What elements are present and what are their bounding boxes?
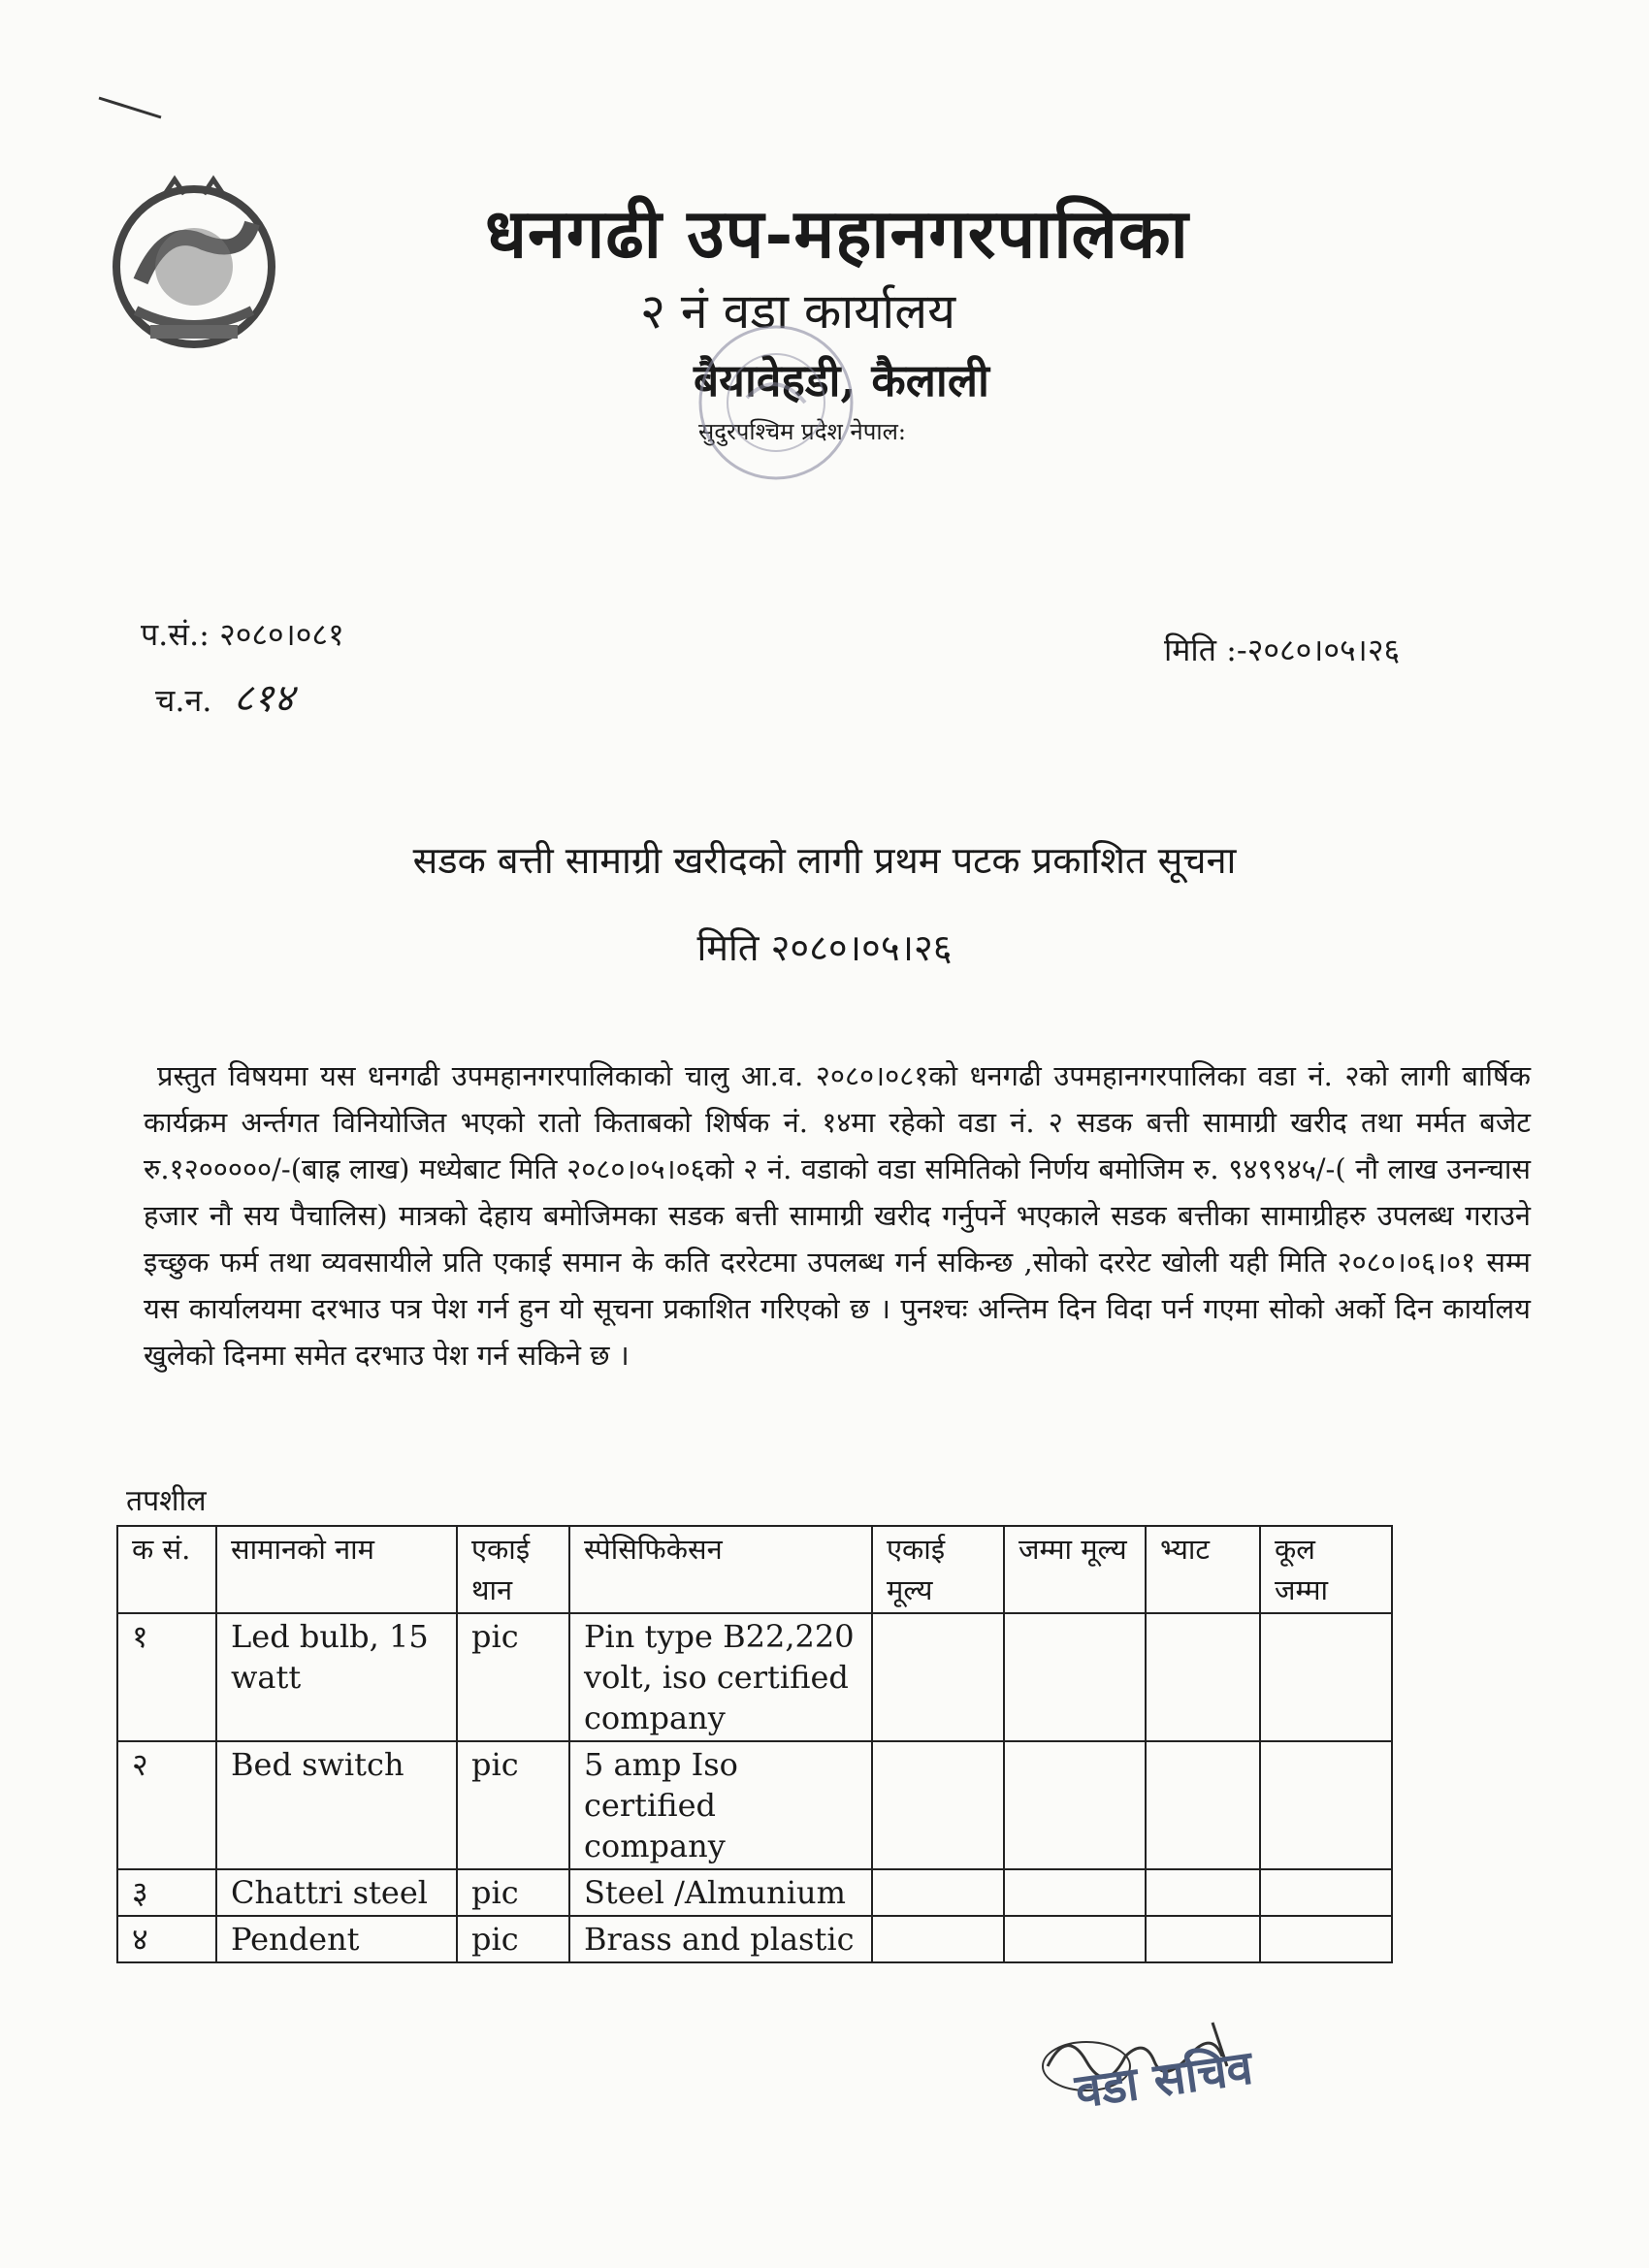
notice-title: सडक बत्ती सामाग्री खरीदको लागी प्रथम पटक प्रकाशित सूचना [412, 839, 1237, 882]
cell-unit: pic [457, 1916, 569, 1962]
cell-unit-price [872, 1869, 1004, 1916]
cell-vat [1146, 1741, 1260, 1869]
province-line: सुदुरपश्चिम प्रदेश नेपाल: [698, 418, 906, 445]
cell-total-price [1004, 1869, 1146, 1916]
cell-sn: ४ [117, 1916, 216, 1962]
col-unit-price: एकाई मूल्य [872, 1526, 1004, 1613]
items-table [116, 1525, 1393, 1963]
office-stamp [669, 310, 902, 504]
issue-date: मिति :-२०८०।०५।२६ [1164, 632, 1401, 668]
col-sn: क सं. [117, 1526, 216, 1613]
cell-item-name: Led bulb, 15 watt [216, 1613, 457, 1741]
notice-date: मिति २०८०।०५।२६ [696, 926, 953, 969]
cell-grand-total [1260, 1869, 1392, 1916]
cell-grand-total [1260, 1916, 1392, 1962]
cell-specification: Pin type B22,220 volt, iso certified company [569, 1613, 872, 1741]
cell-unit: pic [457, 1869, 569, 1916]
cell-unit: pic [457, 1741, 569, 1869]
notice-body: प्रस्तुत विषयमा यस धनगढी उपमहानगरपालिकाको चालु आ.व. २०८०।०८१को धनगढी उपमहानगरपालिका वडा नं. २को लागी बार्षिक कार्यक्रम अर्न्तगत विनियोजित भएको रातो किताबको शिर्षक नं. १४मा रहेको वडा नं. २ सडक बत्ती सामाग्री खरीद तथा मर्मत बजेट रु.१२०००००/-(बाह्र लाख) मध्येबाट मिति २०८०।०५।०६को २ नं. वडाको वडा समितिको निर्णय बमोजिम रु. ९४९९४५/-( नौ लाख उनन्चास हजार नौ सय पैचालिस) मात्रको देहाय बमोजिमका सडक बत्ती सामाग्री खरीद गर्नुपर्ने भएकाले सडक बत्तीका सामाग्रीहरु उपलब्ध गराउने इच्छुक फर्म तथा व्यवसायीले प्रति एकाई समान के कति दररेटमा उपलब्ध गर्न सकिन्छ ,सोको दररेट खोली यही मिति २०८०।०६।०१ सम्म यस कार्यालयमा दरभाउ पत्र पेश गर्न हुन यो सूचना प्रकाशित गरिएको छ । पुनश्चः अन्तिम दिन विदा पर्न गएमा सोको अर्को दिन कार्यालय खुलेको दिनमा समेत दरभाउ पेश गर्न सकिने छ । [144, 1059, 1531, 1372]
cell-grand-total [1260, 1741, 1392, 1869]
table-header-row [117, 1526, 1392, 1613]
cell-grand-total [1260, 1613, 1392, 1741]
cell-total-price [1004, 1916, 1146, 1962]
cell-unit-price [872, 1916, 1004, 1962]
cell-unit: pic [457, 1613, 569, 1741]
reference-number: प.सं.: २०८०।०८१ [141, 616, 344, 653]
table-row [117, 1916, 1392, 1962]
col-vat: भ्याट [1146, 1526, 1260, 1613]
cell-specification: 5 amp Iso certified company [569, 1741, 872, 1869]
cell-sn: ३ [117, 1869, 216, 1916]
cell-total-price [1004, 1741, 1146, 1869]
dispatch-label: च.न. [155, 682, 212, 719]
cell-unit-price [872, 1613, 1004, 1741]
col-grand-total: कूल जम्मा [1260, 1526, 1392, 1613]
ward-office-name: २ नं वडा कार्यालय [640, 283, 956, 340]
signatory-title: वडा सचिव [1072, 2040, 1256, 2120]
cell-item-name: Pendent [216, 1916, 457, 1962]
cell-vat [1146, 1869, 1260, 1916]
col-item-name: सामानको नाम [216, 1526, 457, 1613]
nepal-emblem-icon [97, 165, 291, 359]
office-location: बैयावेहडी, कैलाली [694, 354, 989, 406]
table-row [117, 1741, 1392, 1869]
cell-sn: १ [117, 1613, 216, 1741]
dispatch-number [155, 669, 294, 723]
table-row [117, 1613, 1392, 1741]
table-row [117, 1869, 1392, 1916]
col-unit: एकाई थान [457, 1526, 569, 1613]
cell-item-name: Chattri steel [216, 1869, 457, 1916]
cell-specification: Brass and plastic [569, 1916, 872, 1962]
col-specification: स्पेसिफिकेसन [569, 1526, 872, 1613]
col-total-price: जम्मा मूल्य [1004, 1526, 1146, 1613]
cell-specification: Steel /Almunium [569, 1869, 872, 1916]
cell-unit-price [872, 1741, 1004, 1869]
dispatch-value-handwritten: ८१४ [233, 676, 295, 721]
cell-sn: २ [117, 1741, 216, 1869]
cell-vat [1146, 1613, 1260, 1741]
annex-label: तपशील [126, 1484, 207, 1518]
office-name: धनगढी उप-महानगरपालिका [485, 193, 1189, 274]
cell-item-name: Bed switch [216, 1741, 457, 1869]
pen-mark [97, 92, 165, 121]
cell-total-price [1004, 1613, 1146, 1741]
cell-vat [1146, 1916, 1260, 1962]
